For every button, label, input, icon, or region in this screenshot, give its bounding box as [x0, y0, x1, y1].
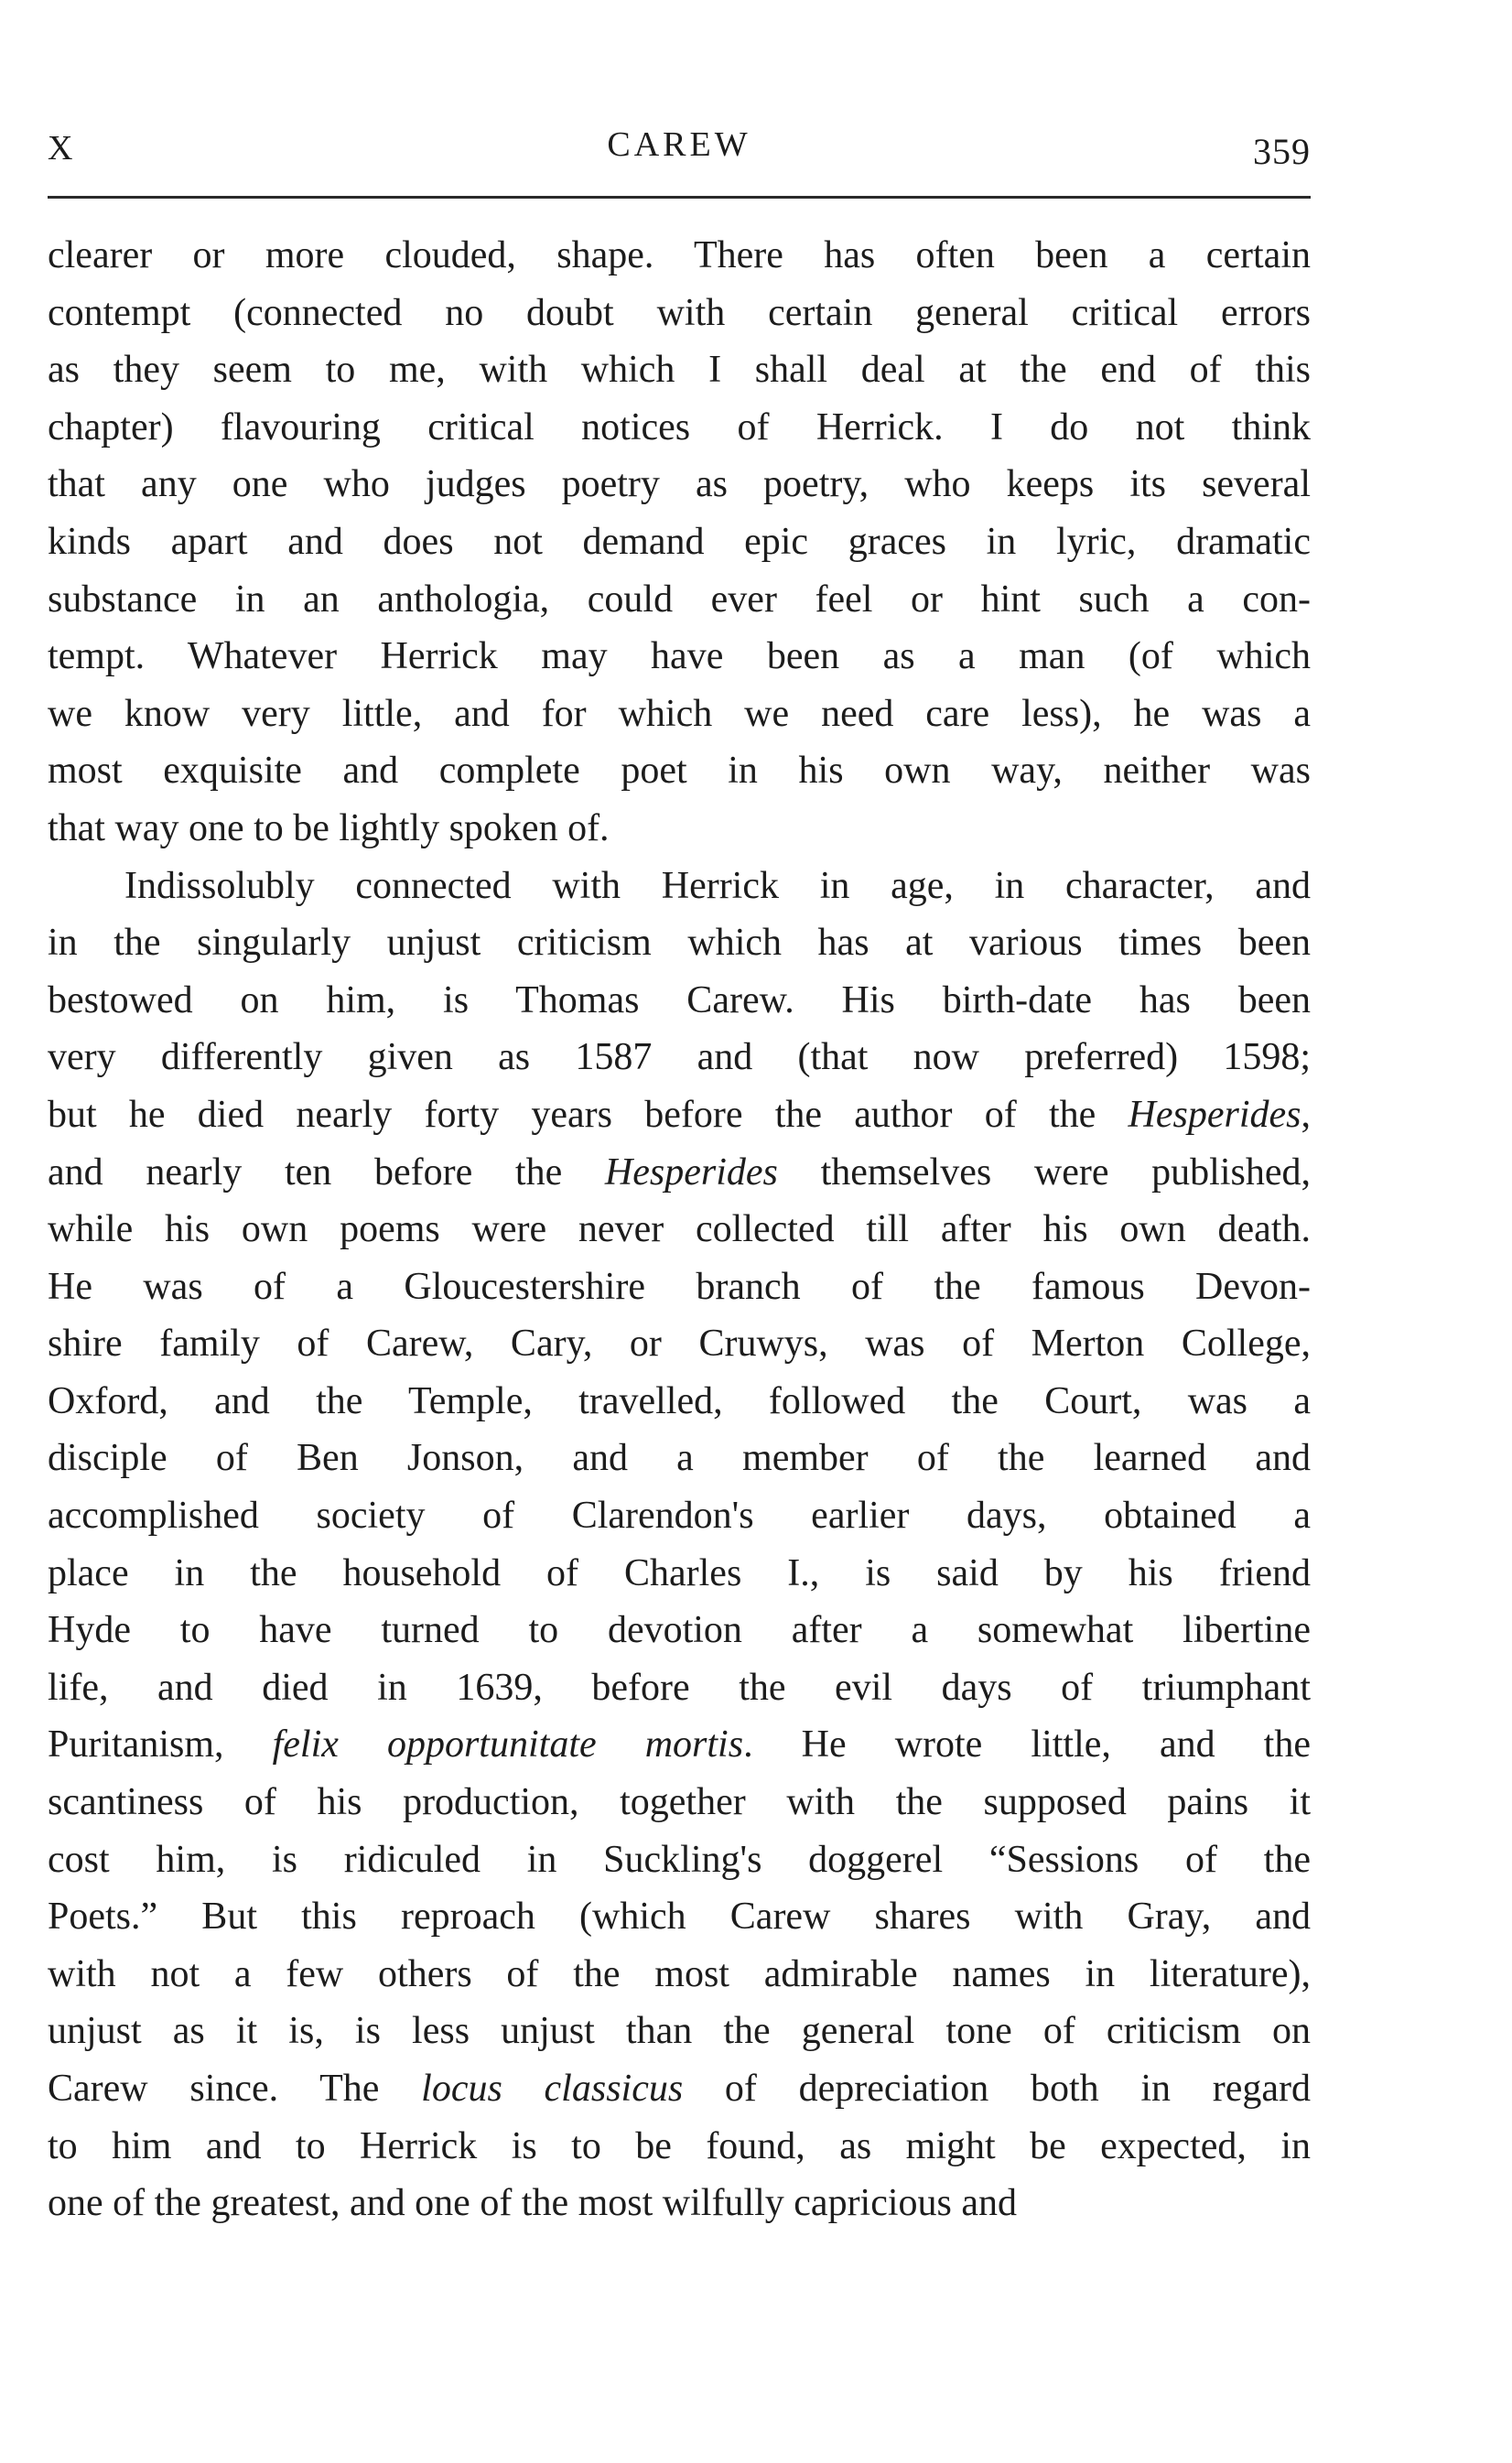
text-line: most exquisite and complete poet in his own way, neither was: [48, 750, 1311, 793]
text-line: in the singularly unjust criticism which has at various times been: [48, 922, 1311, 965]
text-line: while his own poems were never collected till after his own death.: [48, 1208, 1311, 1251]
text-line: that way one to be lightly spoken of.: [48, 806, 610, 849]
page-number: 359: [1253, 131, 1311, 172]
text-line: cost him, is ridiculed in Suckling's doggerel “Sessions of the: [48, 1838, 1311, 1881]
text-line: disciple of Ben Jonson, and a member of the learned and: [48, 1437, 1311, 1480]
running-head: [48, 121, 1311, 176]
text-line: Poets.” But this reproach (which Carew shares with Gray, and: [48, 1896, 1311, 1939]
text-line: place in the household of Charles I., is said by his friend: [48, 1551, 1311, 1594]
text-line: to him and to Herrick is to be found, as might be expected, in: [48, 2124, 1311, 2167]
paragraph: [48, 227, 1311, 858]
text-line: kinds apart and does not demand epic graces in lyric, dramatic: [48, 520, 1311, 563]
text-line: bestowed on him, is Thomas Carew. His birth-date has been: [48, 978, 1311, 1021]
text-line: contempt (connected no doubt with certain general critical errors: [48, 291, 1311, 334]
text-line: with not a few others of the most admirable names in literature),: [48, 1952, 1311, 1995]
text-line: He was of a Gloucestershire branch of the famous Devon-: [48, 1265, 1311, 1308]
header-rule: [48, 196, 1311, 199]
text-line: but he died nearly forty years before the author of the Hesperides,: [48, 1093, 1311, 1136]
text-line: Indissolubly connected with Herrick in age, in character, and: [124, 864, 1311, 907]
text-line: substance in an anthologia, could ever feel or hint such a con-: [48, 578, 1311, 621]
text-line: accomplished society of Clarendon's earlier days, obtained a: [48, 1495, 1311, 1538]
running-title: CAREW: [607, 125, 751, 164]
text-line: one of the greatest, and one of the most wilfully capricious and: [48, 2182, 1018, 2225]
text-line: Hyde to have turned to devotion after a somewhat libertine: [48, 1609, 1311, 1652]
text-line: and nearly ten before the Hesperides themselves were published,: [48, 1150, 1311, 1194]
chapter-number: X: [48, 129, 74, 167]
text-line: tempt. Whatever Herrick may have been as a man (of which: [48, 635, 1311, 678]
text-line: chapter) flavouring critical notices of Herrick. I do not think: [48, 405, 1311, 448]
text-line: very differently given as 1587 and (that now preferred) 1598;: [48, 1036, 1311, 1079]
body-text: [48, 227, 1311, 2232]
text-line: Oxford, and the Temple, travelled, followed the Court, was a: [48, 1379, 1311, 1422]
text-line: that any one who judges poetry as poetry, who keeps its several: [48, 463, 1311, 506]
text-line: we know very little, and for which we need care less), he was a: [48, 692, 1311, 735]
text-line: unjust as it is, is less unjust than the general tone of criticism on: [48, 2010, 1311, 2053]
text-line: clearer or more clouded, shape. There has often been a certain: [48, 234, 1311, 276]
paragraph: [48, 858, 1311, 2232]
text-line: Puritanism, felix opportunitate mortis. He wrote little, and the: [48, 1723, 1311, 1766]
text-line: life, and died in 1639, before the evil days of triumphant: [48, 1666, 1311, 1709]
text-line: as they seem to me, with which I shall deal at the end of this: [48, 349, 1311, 392]
text-line: Carew since. The locus classicus of depreciation both in regard: [48, 2068, 1312, 2110]
text-line: shire family of Carew, Cary, or Cruwys, was of Merton College,: [48, 1323, 1311, 1366]
text-line: scantiness of his production, together with the supposed pains it: [48, 1781, 1311, 1824]
